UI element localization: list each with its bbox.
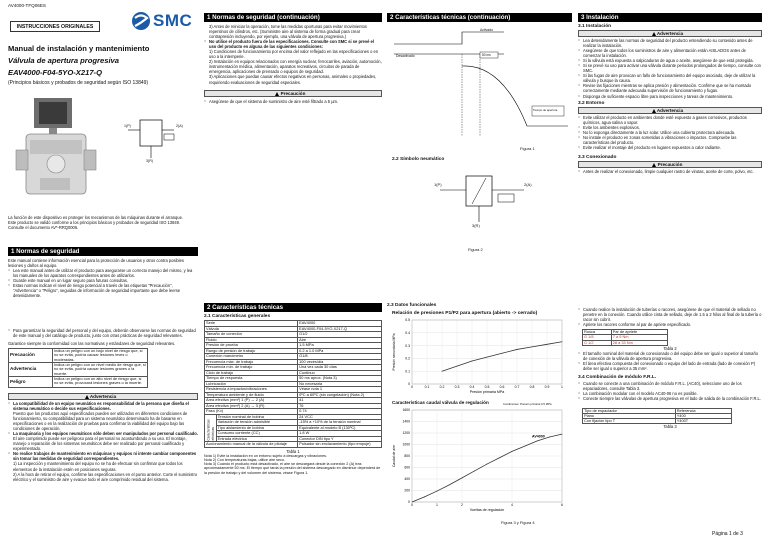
warning-label: Advertencia xyxy=(656,31,684,36)
sym-port3: 3(R) xyxy=(146,159,153,163)
table-cell: 0ºC a 60ºC (sin congelación) (Nota 2) xyxy=(298,392,382,398)
subsection-title: 2.2 Símbolo neumático xyxy=(392,157,445,162)
table-cell: Rango de presión de trabajo xyxy=(205,348,298,354)
sym-port1: 1(P) xyxy=(124,124,131,128)
list-item: ○ Evite realizar el montaje del producto en lugares expuestos a calor radiante. xyxy=(578,145,762,150)
section-header: 1 Normas de seguridad (continuación) xyxy=(204,13,382,22)
tick-label: 0.2 xyxy=(439,385,445,389)
graph1-title: Relación de presiones P1/P2 para apertura (abierto -> cerrado) xyxy=(392,311,538,316)
note: Nota 1) Evite la instalación en un entorno sujeto a descargas y vibraciones. xyxy=(204,453,327,458)
table-cell: Consumo corriente (CC) xyxy=(216,431,298,437)
table-cell: Y400 xyxy=(675,413,731,418)
figure-caption: Figura 3 y Figura 4 xyxy=(501,520,535,525)
list-item: ○ Guarde este manual en un lugar seguro para futuras consultas. xyxy=(8,278,198,283)
data-point xyxy=(502,353,503,354)
tick-label: 2 xyxy=(461,503,463,507)
list-item: ○ Disponga de suficiente espacio libre para inspecciones y tareas de mantenimiento. xyxy=(578,94,762,99)
table-head: Tipo de espaciador xyxy=(583,408,676,413)
column-2 xyxy=(204,13,382,104)
list-item: ○ La combinación modular con el modelo AC40-06 no es posible. xyxy=(578,391,762,396)
caution-bar xyxy=(578,161,762,168)
table-cell: Equivalente al modelo B (130ºC) xyxy=(298,425,382,431)
tick-label: 1400 xyxy=(402,419,410,424)
table-cell: Tensión nominal de bobina xyxy=(216,414,298,420)
elec-label: Características eléctricas xyxy=(205,414,217,442)
risk-text: Indica un peligro con un alto nivel de riesgo que, si no se evita, provocará lesiones graves o la muerte. xyxy=(53,376,148,387)
caution-bar xyxy=(204,90,382,97)
label-tiempo-apertura: Tiempo de apertura xyxy=(533,108,558,112)
warning-label: Advertencia xyxy=(656,107,684,113)
table-cell: 76 xyxy=(298,403,382,409)
list-item: ○ Si las fugas de aire provocan un fallo de funcionamiento del equipo asociado, deje de utilizar la válvula y busque la causa. xyxy=(578,73,762,83)
data-point xyxy=(547,344,548,345)
spec-section xyxy=(204,303,382,475)
list-item: ○ Cuando se conecte a una combinación de módulo F.R.L. (AC40), seleccione uno de los espaciadores, consulte Tabla 3. xyxy=(578,381,762,391)
table-cell: Aire xyxy=(298,337,382,343)
table-cell: Frecuencia máx. de trabajo xyxy=(205,359,298,365)
table-cell: Serie xyxy=(205,321,298,327)
risk-text: Indica un peligro con un nivel medio de riesgo que, si no se evita, podría causar lesiones graves o la muerte. xyxy=(54,362,146,376)
subsection-title: 3.4 Combinación de módulo F.R.L. xyxy=(578,375,657,381)
tick-label: 0.1 xyxy=(424,385,430,389)
pneumatic-symbol xyxy=(420,164,550,234)
table-cell: Área efectiva (mm²) 2 (A) → 3 (R) xyxy=(205,403,298,409)
tick-label: 1 xyxy=(436,503,438,507)
table-cell: Ciclo de trabajo xyxy=(205,370,298,376)
table-cell: 28 a 33 Nm xyxy=(611,340,667,345)
data-point xyxy=(532,346,533,347)
y-axis-label: Caudal de aire xyxy=(392,444,396,468)
table-cell: Tiempo de respuesta xyxy=(205,376,298,382)
section-header: 1 Normas de seguridad xyxy=(8,247,198,256)
list-item: ○ Para garantizar la seguridad del personal y del equipo, deberán observarse las normas de seguridad de este manual y del catálogo de producto, junto con otras prácticas de seguridad relevantes. xyxy=(8,328,198,338)
section-header: 3 Instalación xyxy=(578,13,762,22)
symbol-port3: 3(R) xyxy=(472,223,480,228)
table-cell: Véase nota 1 xyxy=(298,387,382,393)
data-point xyxy=(457,366,458,367)
risk-table xyxy=(8,348,148,388)
graph-pressure xyxy=(390,318,572,396)
table-cell: Paso (Kv) xyxy=(205,409,298,415)
list-item: ○ Evite los ambientes explosivos. xyxy=(578,125,762,130)
table-cell: G 1/8 xyxy=(583,335,612,340)
table-cell: Plano xyxy=(583,413,676,418)
caution-label: Precaución xyxy=(280,90,306,96)
paragraph: 2) A la hora de retirar el equipo, confirme las especificaciones en el punto anterior. Corte el suministro eléctrico y el suministro de aire y evacue todo el aire comprimido residual del sistema. xyxy=(13,471,198,482)
paragraph: 1) La inspección y mantenimiento del equipo no se ha de efectuar sin confirmar que todos los elementos de la instalación estén en posiciones seguras. xyxy=(13,461,183,472)
warning-label: Advertencia xyxy=(89,393,117,399)
table-cell: EAV4000-F04-5YO-X217-Q xyxy=(298,326,382,332)
list-item: ○ No lo exponga directamente a la luz solar. Utilice una cubierta protectora adecuada. xyxy=(578,130,762,135)
tick-label: 1600 xyxy=(402,408,410,413)
table-caption: Tabla 1 xyxy=(286,448,300,454)
list-item: ○ No utilice el producto fuera de las especificaciones. Consulte con SMC si se prevé el uso del producto en alguna de las siguientes condiciones: xyxy=(204,39,382,49)
subsection-title: 2.1 Características generales xyxy=(204,314,271,319)
table-cell: 7 a 9 Nm xyxy=(611,335,667,340)
table-cell: Entrada eléctrica xyxy=(216,436,298,442)
x-axis-label: Presión primaria MPa xyxy=(469,390,505,394)
subsection-title: 3.3 Conexionado xyxy=(578,154,617,160)
warning-bar xyxy=(8,393,198,400)
list-item: ○ Revise las fijaciones mientras se aplica presión y alimentación. Confirme que se ha montado correctamente mediante adecuada supervisión de funcionamiento y fugas. xyxy=(578,83,762,93)
tick-label: 1200 xyxy=(402,431,410,436)
table-row xyxy=(205,442,382,448)
paragraph: Garantice siempre la conformidad con las normativas y estándares de seguridad relevantes. xyxy=(8,341,176,347)
data-point xyxy=(424,496,425,497)
page-number: Página 1 de 3 xyxy=(712,531,743,537)
table-cell: Fluido xyxy=(205,337,298,343)
tick-label: 0.1 xyxy=(405,369,410,374)
table-cell: Temperatura ambiente y de fluido xyxy=(205,392,298,398)
graph-flow xyxy=(390,406,572,514)
list-item: ○ No realice trabajos de mantenimiento en máquinas y equipos ni intente cambiar componentes sin tomar las medidas de seguridad correspondientes. xyxy=(8,451,198,461)
data-point xyxy=(562,434,563,435)
list-item: ○ Asegúrese de que el sistema de suministro de aire esté filtrado a 5 µm. xyxy=(204,99,382,104)
table-cell: 1.5 MPa xyxy=(298,343,382,349)
list-item: ○ Si la válvula está expuesta a salpicaduras de agua o aceite, asegúrese de que está protegida. xyxy=(578,58,762,63)
tick-label: 0.5 xyxy=(405,318,410,323)
graph2-title: Características caudal válvula de regulación xyxy=(392,400,489,405)
graph2-cond: Condiciones: Presión primaria 0.5 MPa xyxy=(503,402,552,406)
data-point xyxy=(537,441,538,442)
symbol-port2: 2(A) xyxy=(524,182,532,187)
tick-label: 0.3 xyxy=(405,343,410,348)
table-cell: -15% a +10% de la tensión nominal xyxy=(298,420,382,426)
list-item: ○ Evite utilizar el producto en ambientes donde esté expuesto a gases corrosivos, productos químicos, agua salina o vapor. xyxy=(578,115,762,125)
data-point xyxy=(474,471,475,472)
table-cell: 41 xyxy=(298,398,382,404)
spacer-table xyxy=(582,408,732,425)
note: Nota 2) Con temperaturas bajas, utilice aire seco. xyxy=(204,457,285,462)
caption-line: La función de este dispositivo es proteger los mecanismos de las máquinas durante el arranque. xyxy=(8,215,183,220)
tick-label: 0 xyxy=(408,500,410,505)
brand-text: SMC xyxy=(153,11,193,30)
list-item: ○ El tamaño nominal del material de conexionado o del equipo debe ser igual o superior al tamaño de conexión de la válvula de apertura progresiva. xyxy=(578,351,762,361)
table-cell: G 1/2 xyxy=(583,340,612,345)
table-cell: Lubricación xyxy=(205,381,298,387)
paragraph: El aire comprimido puede ser peligroso para el personal no acostumbrado a su uso. El montaje, manejo o reparación de los sistemas neumáticos debe ser realizado por personal cualificado y experimentado. xyxy=(13,436,187,452)
tick-label: 0.9 xyxy=(544,385,550,389)
table-cell: No necesaria xyxy=(298,381,382,387)
table-cell: Válvula xyxy=(205,326,298,332)
data-point xyxy=(517,349,518,350)
subsection-title: 3.1 Instalación xyxy=(578,24,612,29)
sym-port2: 2(A) xyxy=(176,124,183,128)
list-item: ○ La maquinaria y los equipos neumáticos sólo deben ser manipulados por personal cualificado. xyxy=(8,431,198,436)
list-item: ○ Lea detenidamente las normas de seguridad del producto entendiendo su contenido antes de realizar la instalación. xyxy=(578,38,762,48)
caption-line: Consulte el documento AV*-RRQ0006. xyxy=(8,225,79,231)
warning-icon xyxy=(652,163,656,167)
caution-label: Precaución xyxy=(657,161,683,167)
section-header: 2 Características técnicas (continuación) xyxy=(387,13,572,22)
tick-label: 1 xyxy=(561,385,563,389)
tick-label: 0.8 xyxy=(529,385,535,389)
tick-label: 600 xyxy=(404,465,410,470)
warning-icon xyxy=(85,395,89,399)
paragraph: 3) Antes de reiniciar la operación, tome las medidas oportunas para evitar movimientos repentinos de cilindros, etc. (Suministre aire al sistema de forma gradual para crear contrapresión incluyendo, por ejemplo, una válvula de apertura progresiva.) xyxy=(209,24,367,40)
table-cell: Tamaño de conexión xyxy=(205,332,298,338)
warning-icon xyxy=(652,32,656,36)
warning-bar xyxy=(578,107,762,114)
table-cell: 1.8 W xyxy=(298,431,382,437)
data-point xyxy=(487,464,488,465)
table-cell: EAV4000 xyxy=(298,321,382,327)
data-point xyxy=(549,437,550,438)
table-cell: G1/2 xyxy=(298,332,382,338)
table-cell: 50 ms aprox. (Nota 3) xyxy=(298,376,382,382)
risk-label: Advertencia xyxy=(9,363,53,377)
table-cell: Pulsador sin enclavamiento (tipo empuje) xyxy=(298,442,382,448)
paragraph: 2) Instalación en equipos relacionados con energía nuclear, ferrocarriles, aviación, automoción, instrumentación médica, alimentación, aparatos recreativos, circuitos de parada de emergencia, aplicaciones de prensado o equipos de seguridad. xyxy=(209,59,382,75)
data-point xyxy=(462,477,463,478)
table-cell: 0.74 xyxy=(298,409,382,415)
doc-title: Manual de instalación y mantenimiento xyxy=(8,44,150,53)
table-cell: Presión de prueba xyxy=(205,343,298,349)
list-item: ○ La compatibilidad de un equipo neumático es responsabilidad de la persona que diseña el sistema neumático o decide sus especificaciones. xyxy=(8,401,198,411)
table-cell: Y400T xyxy=(675,419,731,424)
list-item: ○ El área efectiva compuesta del conexionado o equipo del lado de entrada (lado de conexión P) debe ser igual o superior a 35 mm². xyxy=(578,361,762,371)
table-cell: 100 veces/día xyxy=(298,359,382,365)
list-item: ○ Si se prevé su uso para activar una válvula durante periodos prolongados de tiempo, consulte con SMC. xyxy=(578,63,762,73)
label-activado: Activado xyxy=(480,28,494,32)
table-cell: Variación de tensión admisible xyxy=(216,420,298,426)
data-point xyxy=(512,451,513,452)
note: Nota 3) Cuando el producto está desactivado, el aire se descargará desde la conexión 2 (A) tras aproximadamente 50 ms. El tiempo que tarda la presión del sistema descargado en disminuir dependerá de la presión de trabajo y del volumen del sistema, véase Figura 1. xyxy=(204,462,381,475)
table-cell: Tipo aislamiento de bobina xyxy=(216,425,298,431)
table-cell: 0.2 a 1.0 MPa xyxy=(298,348,382,354)
y-axis-label: Presión secundaria MPa xyxy=(392,333,396,371)
x-axis-label: Vueltas de regulación xyxy=(469,508,505,512)
warning-bar xyxy=(578,30,762,37)
subsection-title: 3.2 Entorno xyxy=(578,100,605,106)
data-point xyxy=(562,341,563,342)
data-point xyxy=(487,357,488,358)
tick-label: 0.2 xyxy=(405,356,410,361)
risk-label: Peligro xyxy=(9,376,53,387)
product-symbol xyxy=(124,110,194,170)
column-3 xyxy=(387,13,572,22)
tick-label: 0.6 xyxy=(499,385,505,389)
product-caption xyxy=(8,215,198,230)
list-item: ○ Asegúrese de que todos los suministros de aire y alimentación están AISLADOS antes de comenzar la instalación. xyxy=(578,48,762,58)
data-point xyxy=(472,361,473,362)
table-head: Par de apriete xyxy=(611,330,667,335)
tick-label: 200 xyxy=(404,488,410,493)
warning-icon xyxy=(275,92,279,96)
section-header: 2 Características técnicas xyxy=(204,303,382,312)
risk-label: Precaución xyxy=(9,349,53,363)
spec-table xyxy=(204,320,382,448)
tick-label: 0.4 xyxy=(469,385,475,389)
doc-subtitle: Válvula de apertura progresiva xyxy=(8,56,119,65)
tick-label: 6 xyxy=(561,503,563,507)
list-item: ○ Apriete los racores conforme al par de apriete especificado. xyxy=(578,322,762,327)
table-cell: Conector DIN tipo Y xyxy=(298,436,382,442)
symbol-port1: 1(P) xyxy=(434,182,442,187)
table-cell: Continuo xyxy=(298,370,382,376)
subsection-title: 2.3 Datos funcionales xyxy=(387,303,437,308)
tick-label: 0 xyxy=(408,382,410,387)
risk-text: Indica un peligro con un bajo nivel de riesgo que, si no se evita, podría causar lesiones leves o moderadas. xyxy=(53,349,148,363)
table-cell: Accionamiento manual de la válvula de pilotaje xyxy=(205,442,298,448)
column-1b xyxy=(8,328,198,482)
table-cell: G1/8 xyxy=(298,354,382,360)
figure-caption: Figura 1 xyxy=(520,146,535,151)
label-t50: 50 ms xyxy=(482,53,491,57)
table-head: Rosca xyxy=(583,330,612,335)
tick-label: 0 xyxy=(411,503,413,507)
table-cell: Resistencia a impactos/vibraciones xyxy=(205,387,298,393)
tick-label: 0.5 xyxy=(484,385,490,389)
list-item: ○ No instale el producto en zonas sometidas a vibraciones o impactos. Compruebe las características del producto. xyxy=(578,135,762,145)
paragraph: 1) Condiciones de funcionamiento por encima del valor reflejado en las especificaciones o en uso a la intemperie. xyxy=(209,49,379,60)
paragraph: 3) Aplicaciones que puedan causar efectos negativos en personas, animales o propiedades, requiriendo evaluaciones de seguridad especiales. xyxy=(209,74,377,85)
paragraph: Este manual contiene información esencial para la protección de usuarios y otros contra posibles lesiones y daños al equipo. xyxy=(8,258,184,269)
doc-model: EAV4000-F04-5YO-X217-Q xyxy=(8,68,102,77)
tick-label: 0.4 xyxy=(405,331,410,335)
figure-caption: Figura 2 xyxy=(468,247,483,252)
product-image xyxy=(12,92,112,210)
doc-procedure: (Principios básicos y probados de seguridad según ISO 13849) xyxy=(8,80,149,86)
table-caption: Tabla 2 xyxy=(663,346,677,352)
tick-label: 1000 xyxy=(402,442,410,447)
data-point xyxy=(449,484,450,485)
column-1 xyxy=(8,247,198,298)
label-desactivado: Desactivado xyxy=(396,54,415,58)
doc-code: AV4000-TFQ06ES xyxy=(8,3,46,8)
list-item: ○ Cuando realice la instalación de tuberías o racores, asegúrese de que el material de sellado no penetre en la conexión. Cuando utilice cinta de sellado, deje de 1.5 a 2 hilos al final de la tubería o racor sin cubrir. xyxy=(578,307,762,322)
tick-label: 400 xyxy=(404,477,410,482)
tick-label: 0.3 xyxy=(454,385,460,389)
timing-diagram xyxy=(392,26,572,146)
torque-table xyxy=(582,329,668,346)
series-label: AV4000 xyxy=(532,434,545,439)
tick-label: 0 xyxy=(411,385,413,389)
caption-line: Este producto se validó conforme a los principios básicos y probados de seguridad ISO 13849. xyxy=(8,220,181,226)
column-4b xyxy=(578,307,762,429)
table-cell: Frecuencia mín. de trabajo xyxy=(205,365,298,371)
table-cell: Con fijación tipo T xyxy=(583,419,676,424)
column-4 xyxy=(578,13,762,174)
warning-icon xyxy=(652,109,656,113)
smc-logo xyxy=(131,10,195,32)
list-item: ○ Lea este manual antes de utilizar el producto para asegurarse un correcto manejo del mismo, y lea los manuales de los aparatos correspondientes antes de utilizarlos. xyxy=(8,268,198,278)
tick-label: 4 xyxy=(511,503,513,507)
table-cell: Área efectiva (mm²) 1 (P) → 2 (A) xyxy=(205,398,298,404)
tick-label: 0.7 xyxy=(514,385,520,389)
tick-label: 800 xyxy=(404,454,410,459)
data-point xyxy=(442,371,443,372)
table-cell: Conexión manómetro xyxy=(205,354,298,360)
series-line xyxy=(412,434,562,502)
table-cell: Una vez cada 30 días xyxy=(298,365,382,371)
table-head: Referencia xyxy=(675,408,731,413)
list-item: ○ Conecte siempre las válvulas de apertura progresiva en el lado de salida de la combinación F.R.L. xyxy=(578,396,762,401)
data-point xyxy=(499,457,500,458)
instr-label: INSTRUCCIONES ORIGINALES xyxy=(10,21,100,32)
table-cell: 24 VCC xyxy=(298,414,382,420)
data-point xyxy=(437,491,438,492)
data-point xyxy=(412,502,413,503)
paragraph: Puesto que los productos aquí especificados pueden ser utilizados en diferentes condiciones de funcionamiento, su compatibilidad para un sistema neumático determinado ha de basarse en especificaciones o en la realización de pruebas para confirmar la viabilidad del equipo bajo las condiciones de operación. xyxy=(13,411,188,432)
list-item: ○ Antes de realizar el conexionado, limpie cualquier rastro de virutas, aceite de corte, polvo, etc. xyxy=(578,169,762,174)
data-point xyxy=(524,446,525,447)
list-item: ○ Estas normas indican el nivel de riesgo potencial a través de las etiquetas "Precaución", "Advertencia" o "Peligro", seguidas de información de seguridad importante que debe leerse detenidamente. xyxy=(8,283,198,298)
table-caption: Tabla 3 xyxy=(663,424,677,430)
